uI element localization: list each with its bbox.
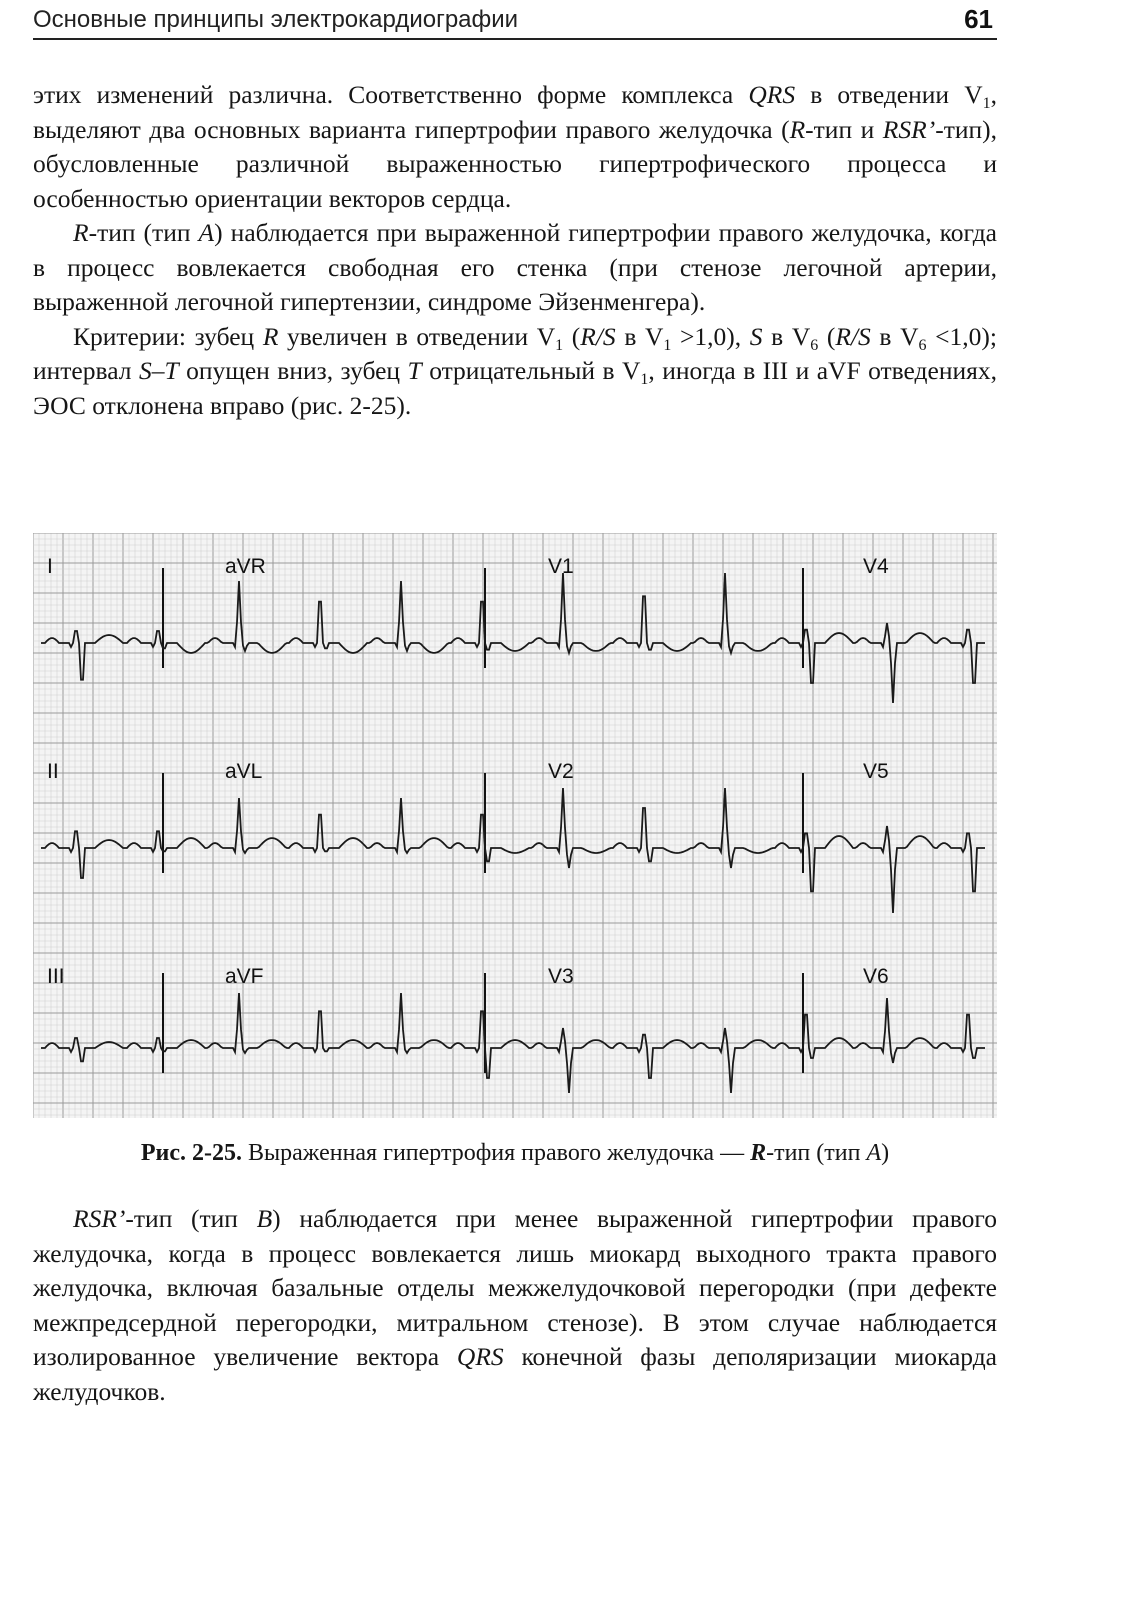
lead-label: V3 — [548, 965, 574, 988]
caption-r: R — [750, 1140, 767, 1166]
italic-run: R/S — [835, 321, 871, 351]
text-run: в V — [615, 321, 664, 351]
text-run: >1,0), — [671, 321, 750, 351]
caption-prefix: Рис. 2-25. — [140, 1140, 243, 1166]
body-text-bottom — [33, 1202, 997, 1409]
lead-label: V5 — [863, 760, 889, 783]
text-run: -тип и — [805, 114, 883, 144]
text-run: -тип (тип — [88, 218, 199, 247]
italic-run: R/S — [580, 321, 616, 351]
italic-run: S — [749, 321, 763, 351]
caption-suffix-2: ) — [881, 1140, 890, 1166]
lead-label: V6 — [863, 965, 889, 988]
lead-label: aVR — [225, 555, 266, 578]
italic-run: QRS — [748, 80, 796, 109]
italic-run: A — [198, 218, 215, 247]
lead-label: aVL — [225, 760, 263, 783]
text-run: конечной фазы деполяризации миокарда желудочков. — [33, 1342, 997, 1406]
text-run: в отведении V — [795, 80, 983, 109]
ecg-grid — [33, 533, 997, 1118]
paragraph — [33, 1202, 997, 1409]
subscript: 1 — [555, 336, 564, 354]
text-run: ( — [818, 321, 836, 351]
text-run: увеличен в отведении V — [278, 321, 556, 351]
text-run: Критерии: зубец — [73, 321, 263, 351]
subscript: 6 — [810, 336, 819, 354]
italic-run: S–T — [138, 356, 179, 385]
italic-run: RSR’ — [882, 114, 936, 144]
paragraph — [33, 216, 997, 320]
text-run: отрицательный в V — [421, 356, 641, 385]
running-title: Основные принципы электрокардиографии — [33, 6, 519, 33]
body-text-top — [33, 78, 997, 423]
italic-run: T — [407, 356, 422, 385]
text-run: опущен вниз, зубец — [178, 356, 408, 385]
text-run: , выделяют два основных варианта гипертрофии правого желудочка ( — [33, 80, 997, 144]
text-run: в V — [870, 321, 919, 351]
text-run: -тип (тип — [125, 1204, 257, 1233]
page-number: 61 — [964, 4, 993, 34]
subscript: 1 — [640, 371, 649, 388]
figure-caption — [33, 1138, 997, 1168]
text-run: ) наблюдается при менее выраженной гипертрофии правого желудочка, когда в процесс вовлекается лишь миокард выходного тракта правого желудочка, включая базальные отделы межжелудочковой перегородки (при дефекте межпредсердной перегородки, митральном стенозе). В этом случае наблюдается изолированное увеличение вектора — [33, 1204, 998, 1371]
lead-label: V2 — [548, 760, 574, 783]
text-run: <1,0); интервал — [33, 321, 997, 385]
ecg-figure — [33, 533, 997, 1118]
paragraph — [33, 320, 997, 424]
text-run: , иногда в III и aVF отведениях, ЭОС отклонена вправо (рис. 2-25). — [33, 356, 997, 420]
subscript: 6 — [918, 336, 927, 354]
caption-a: A — [866, 1140, 882, 1166]
italic-run: R — [262, 321, 279, 351]
lead-label: I — [47, 555, 53, 578]
italic-run: R — [789, 114, 806, 144]
page-header — [33, 2, 997, 40]
lead-label: III — [47, 965, 65, 988]
italic-run: RSR’ — [73, 1204, 126, 1233]
subscript: 1 — [663, 336, 672, 354]
italic-run: QRS — [456, 1342, 504, 1371]
text-run: -тип), обусловленные различной выраженностью гипертрофического процесса и особенностью ориентации векторов сердца. — [33, 114, 997, 213]
ecg-tracing — [33, 533, 997, 1118]
paragraph — [33, 78, 997, 216]
subscript: 1 — [982, 95, 991, 112]
caption-suffix-1: -тип (тип — [766, 1140, 867, 1166]
lead-label: V4 — [863, 555, 889, 578]
text-run: в V — [762, 321, 811, 351]
lead-label: II — [47, 760, 59, 783]
italic-run: R — [73, 218, 89, 247]
caption-text: Выраженная гипертрофия правого желудочка — — [242, 1140, 751, 1166]
lead-label: aVF — [225, 965, 264, 988]
lead-label: V1 — [548, 555, 574, 578]
text-run: этих изменений различна. Соответственно форме комплекса — [33, 80, 749, 109]
italic-run: B — [256, 1204, 273, 1233]
text-run: ) наблюдается при выраженной гипертрофии правого желудочка, когда в процесс вовлекается свободная его стенка (при стенозе легочной артерии, выраженной легочной гипертензии, синдроме Эйзенменгера). — [33, 218, 997, 316]
text-run: ( — [563, 321, 581, 351]
